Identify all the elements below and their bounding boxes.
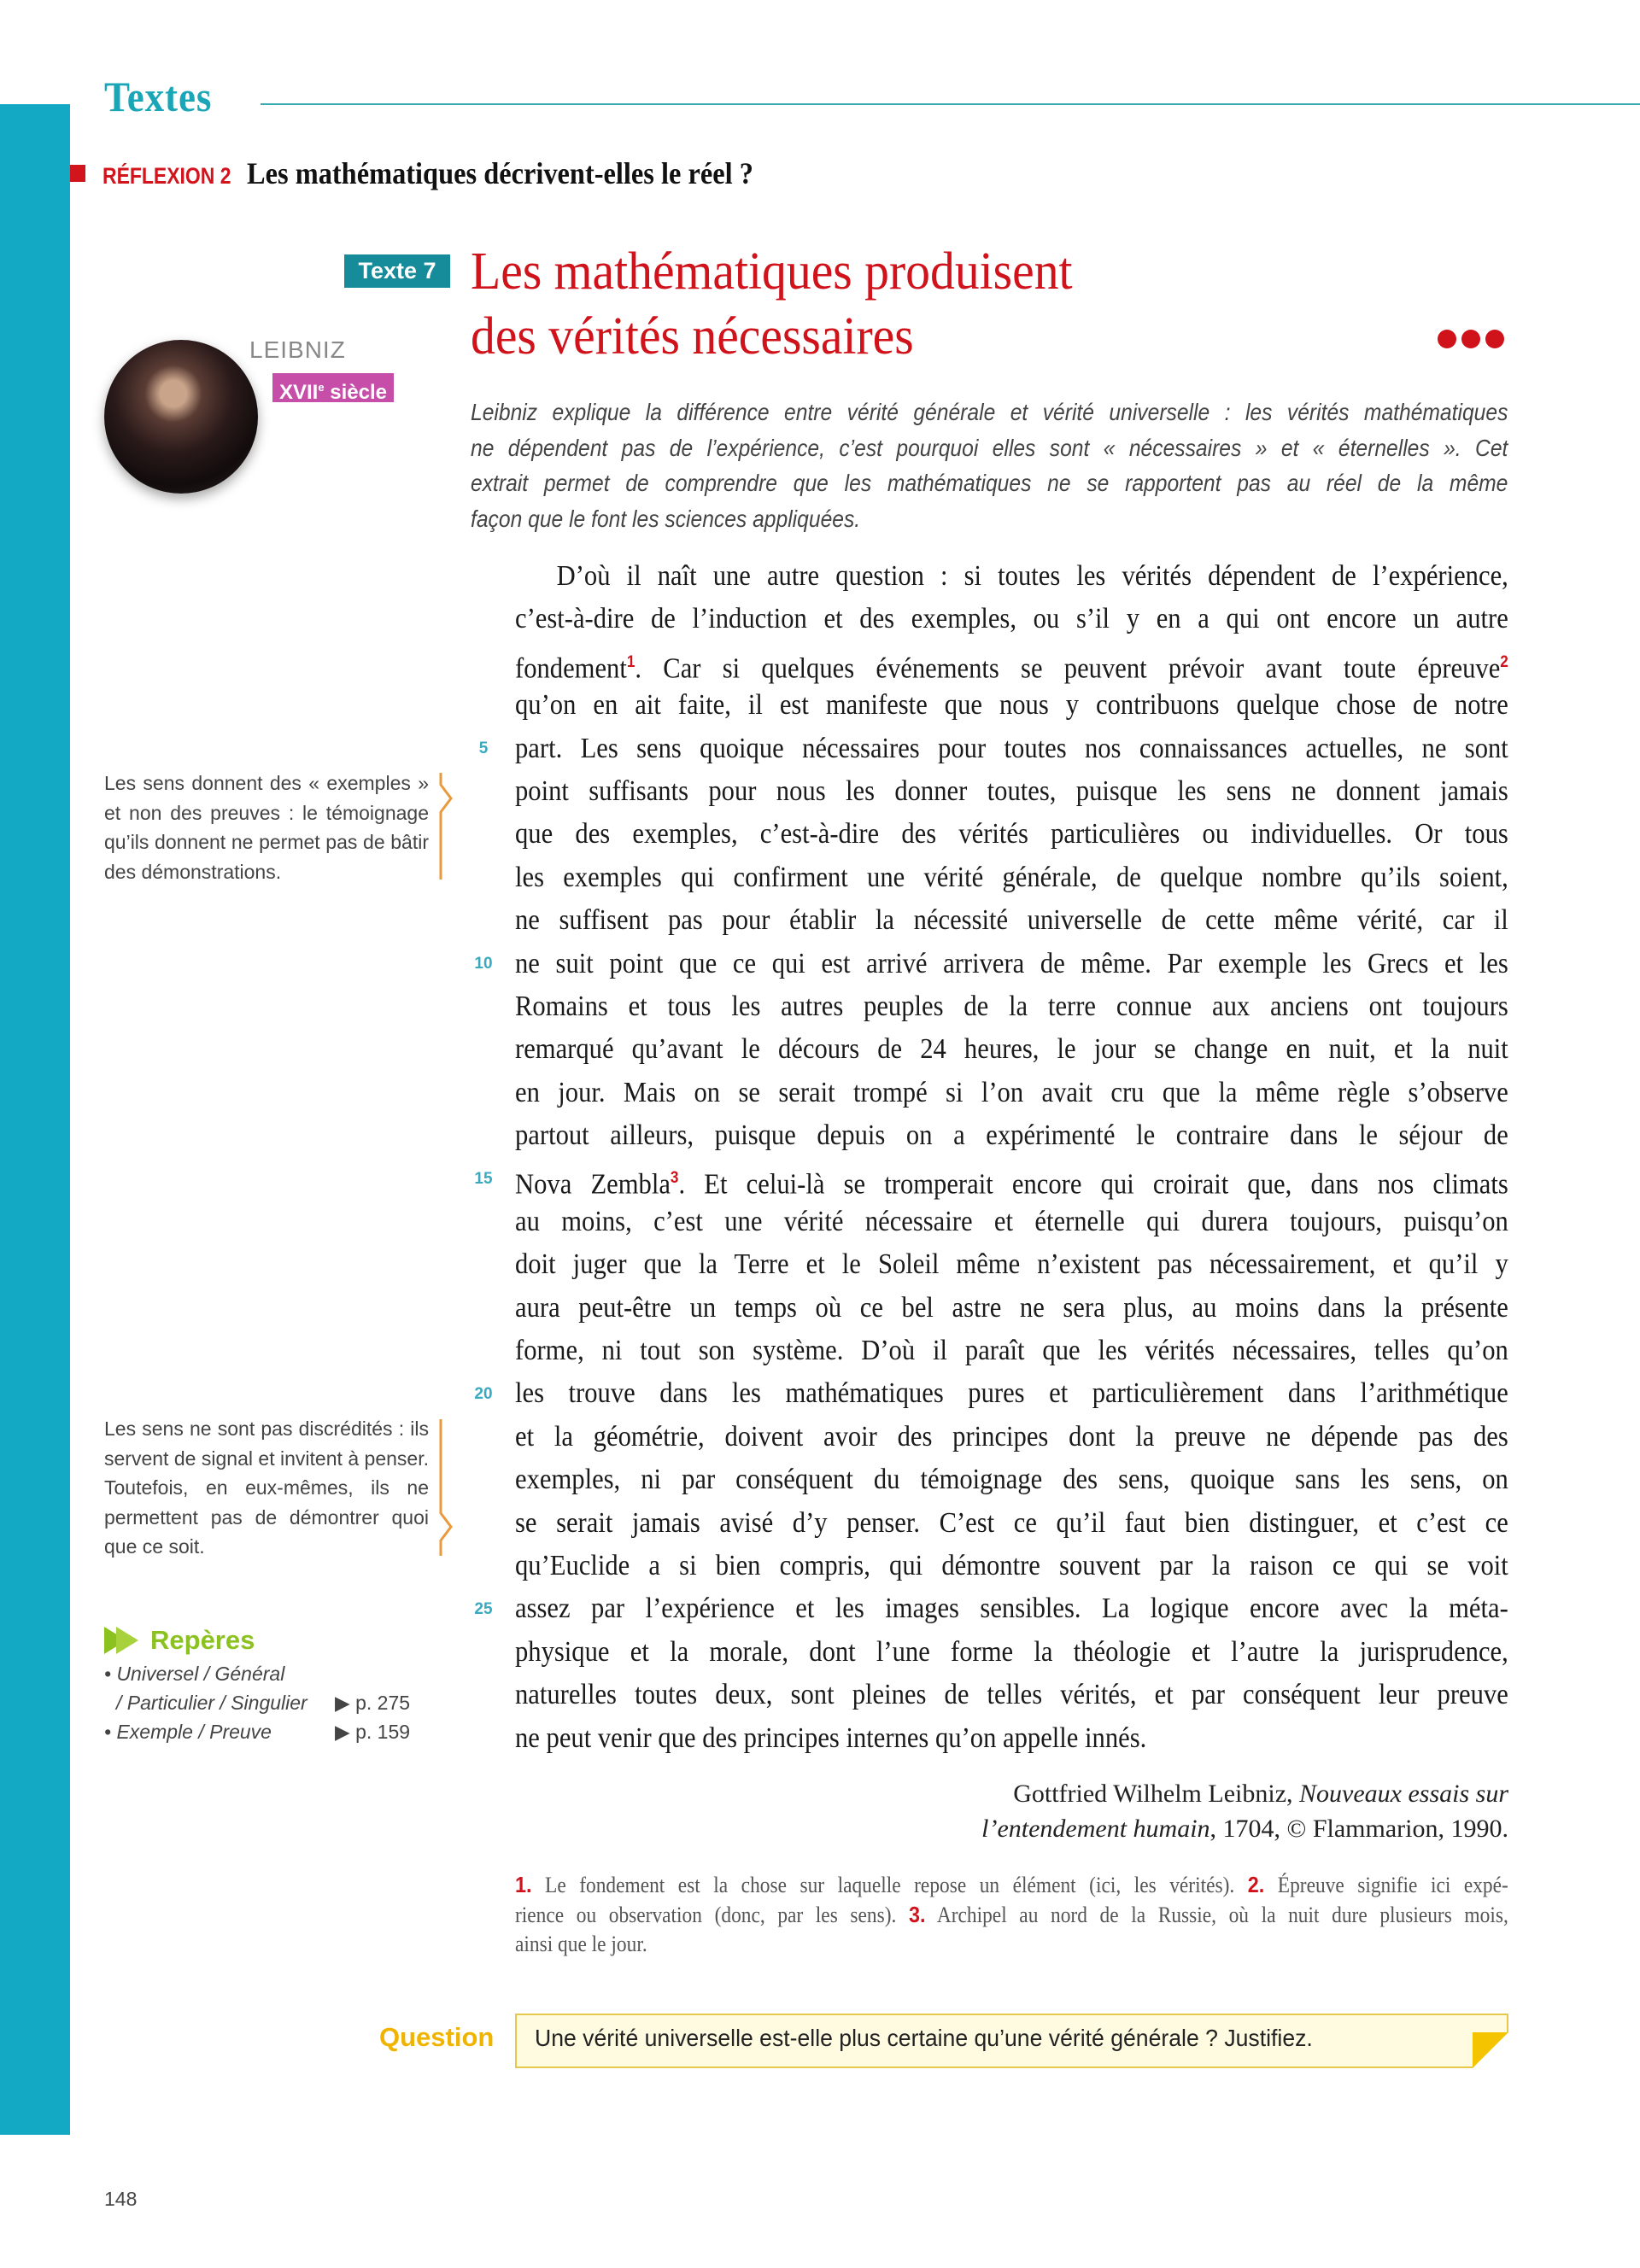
page-number: 148: [104, 2188, 138, 2210]
reperes-item-label: • Universel / Général: [104, 1663, 285, 1685]
reperes-item[interactable]: [104, 1688, 412, 1717]
page-link[interactable]: ▶ p. 275: [335, 1692, 411, 1714]
footnote-text: ainsi que le jour.: [515, 1932, 647, 1956]
line-number: 15: [474, 1169, 493, 1188]
text-line: aura peut-être un temps où ce bel astre ne sera plus, au moins dans la présente: [515, 1291, 1508, 1324]
text-line: ne suit point que ce qui est arrivé arrivera de même. Par exemple les Grecs et les: [515, 947, 1508, 979]
side-color-bar: [0, 104, 70, 2135]
footnote-text: Épreuve signifie ici expé-: [1264, 1873, 1508, 1897]
text-number-badge: Texte 7: [344, 254, 450, 288]
footnote-text: rience ou observation (donc, par les sens).: [515, 1903, 909, 1927]
footnote-number: 1.: [515, 1872, 532, 1897]
text-line: physique et la morale, dont l’une forme la théologie et l’autre la jurisprudence,: [515, 1635, 1508, 1668]
text-line: [515, 641, 1508, 684]
margin-note-1: Les sens donnent des « exemples » et non des preuves : le témoignage qu’ils donnent ne permet pas de bâtir des démonstrations.: [104, 772, 429, 883]
text-line: remarqué qu’avant le décours de 24 heures, le jour se change en nuit, et la nuit: [515, 1033, 1508, 1066]
intro-line: Leibniz explique la différence entre vérité générale et vérité universelle : les vérités mathématiques: [471, 399, 1508, 425]
author-portrait: [104, 340, 258, 494]
text-line: au moins, c’est une vérité nécessaire et éternelle qui durera toujours, puisqu’on: [515, 1205, 1508, 1237]
line-number: 5: [478, 739, 489, 757]
citation-work: l’entendement humain: [981, 1815, 1210, 1843]
double-arrow-icon: [104, 1627, 144, 1654]
text-line: Romains et tous les autres peuples de la terre connue aux anciens ont toujours: [515, 990, 1508, 1022]
century-badge: [272, 373, 394, 402]
question-text: Une vérité universelle est-elle plus certaine qu’une vérité générale ? Justifiez.: [535, 2025, 1313, 2051]
section-divider: [261, 103, 1640, 105]
intro-line: ne dépendent pas de l’expérience, c’est pourquoi elles sont « nécessaires » et « éternelles ». Cet: [471, 434, 1508, 461]
intro-line: façon que le font les sciences appliquées.: [471, 505, 861, 532]
text-segment: . Et celui-là se tromperait encore qui croirait que, dans nos climats: [678, 1168, 1508, 1201]
reflexion-heading: [70, 155, 810, 191]
footnotes: [515, 1870, 1508, 1959]
text-segment: fondement: [515, 652, 627, 685]
reperes-item-label: • Exemple / Preuve: [104, 1721, 272, 1743]
reperes-item[interactable]: [104, 1717, 412, 1746]
line-number: 25: [474, 1599, 493, 1618]
text-line: [515, 1157, 1508, 1200]
text-segment: . Car si quelques événements se peuvent prévoir avant toute épreuve: [635, 652, 1501, 685]
citation-author: Gottfried Wilhelm Leibniz,: [1013, 1780, 1300, 1808]
text-line: part. Les sens quoique nécessaires pour toutes nos connaissances actuelles, ne sont: [515, 732, 1508, 764]
reperes-title: Repères: [150, 1625, 255, 1655]
text-line: D’où il naît une autre question : si toutes les vérités dépendent de l’expérience,: [556, 560, 1508, 592]
footnote-ref[interactable]: 1: [626, 652, 636, 671]
text-line: en jour. Mais on se serait trompé si l’on avait cru que la même règle s’observe: [515, 1076, 1508, 1108]
text-line: partout ailleurs, puisque depuis on a expérimenté le contraire dans le séjour de: [515, 1119, 1508, 1152]
bracket-icon: [427, 773, 453, 880]
text-line: exemples, ni par conséquent du témoignage des sens, quoique sans les sens, on: [515, 1464, 1508, 1496]
question-label: Question: [379, 2022, 495, 2052]
text-line: assez par l’expérience et les images sensibles. La logique encore avec la méta-: [515, 1593, 1508, 1625]
intro-line: extrait permet de comprendre que les mathématiques ne se rapportent pas au réel de la même: [471, 470, 1508, 496]
text-line: qu’Euclide a si bien compris, qui démontre souvent par la raison ce qui se voit: [515, 1549, 1508, 1581]
reperes-box: [104, 1625, 412, 1746]
margin-note-2: Les sens ne sont pas discrédités : ils servent de signal et invitent à penser. Toutefois, en eux-mêmes, ils ne permettent pas de démontrer quoi que ce soit.: [104, 1418, 429, 1558]
difficulty-dots-icon: [1438, 330, 1504, 348]
intro-paragraph: [471, 395, 1508, 536]
title-line-1: Les mathématiques produisent: [471, 243, 1073, 301]
author-name: LEIBNIZ: [249, 336, 346, 363]
text-line: que des exemples, c’est-à-dire des vérités particulières ou individuelles. Or tous: [515, 818, 1508, 850]
reperes-item-label: / Particulier / Singulier: [116, 1692, 308, 1714]
text-line: se serait jamais avisé d’y penser. C’est ce qu’il faut bien distinguer, et c’est ce: [515, 1506, 1508, 1539]
text-line: et la géométrie, doivent avoir des principes dont la preuve ne dépende pas des: [515, 1420, 1508, 1453]
reperes-item[interactable]: [104, 1659, 412, 1688]
reperes-heading: [104, 1625, 412, 1656]
footnote-ref[interactable]: 2: [1500, 652, 1508, 671]
reflexion-question: Les mathématiques décrivent-elles le réel ?: [247, 156, 753, 190]
century-roman: XVII: [279, 381, 319, 404]
folded-corner-icon: [1473, 2032, 1508, 2068]
text-segment: Nova Zembla: [515, 1168, 671, 1201]
century-word: siècle: [330, 381, 387, 404]
text-line: naturelles toutes deux, sont pleines de telles vérités, et par conséquent leur preuve: [515, 1679, 1508, 1711]
text-line: forme, ni tout son système. D’où il paraît que les vérités nécessaires, telles qu’on: [515, 1335, 1508, 1367]
footnote-number: 3.: [908, 1902, 926, 1927]
title-line-2: des vérités nécessaires: [471, 307, 914, 365]
line-number: 20: [474, 1384, 493, 1403]
footnote-text: Le fondement est la chose sur laquelle repose un élément (ici, les vérités).: [531, 1873, 1248, 1897]
citation-work: Nouveaux essais sur: [1299, 1780, 1508, 1808]
text-line: point suffisants pour nous les donner toutes, puisque les sens ne donnent jamais: [515, 775, 1508, 807]
reflexion-tag: RÉFLEXION 2: [102, 163, 231, 189]
text-line: doit juger que la Terre et le Soleil même n’existent pas nécessairement, et qu’il y: [515, 1248, 1508, 1281]
bracket-icon: [427, 1419, 453, 1556]
text-title: [471, 239, 1073, 369]
text-line: ne peut venir que des principes internes qu’on appelle innés.: [515, 1721, 1147, 1754]
line-number: 10: [474, 954, 493, 973]
text-line: qu’on en ait faite, il est manifeste que nous y contribuons quelque chose de notre: [515, 689, 1508, 722]
text-line: les trouve dans les mathématiques pures et particulièrement dans l’arithmétique: [515, 1377, 1508, 1410]
section-title: Textes: [104, 73, 213, 120]
footnote-ref[interactable]: 3: [670, 1169, 679, 1188]
century-sup: e: [318, 381, 325, 394]
footnote-text: Archipel au nord de la Russie, où la nuit dure plusieurs mois,: [925, 1903, 1508, 1927]
main-text: [515, 555, 1508, 1760]
citation: [981, 1776, 1508, 1846]
text-line: c’est-à-dire de l’induction et des exemples, ou s’il y en a qui ont encore un autre: [515, 603, 1508, 635]
citation-publication: , 1704, © Flammarion, 1990.: [1210, 1815, 1508, 1843]
text-line: les exemples qui confirment une vérité générale, de quelque nombre qu’ils soient,: [515, 861, 1508, 893]
red-square-marker: [70, 165, 85, 182]
text-line: ne suffisent pas pour établir la nécessité universelle de cette même vérité, car il: [515, 904, 1508, 937]
footnote-number: 2.: [1247, 1872, 1265, 1897]
page-link[interactable]: ▶ p. 159: [335, 1721, 411, 1743]
